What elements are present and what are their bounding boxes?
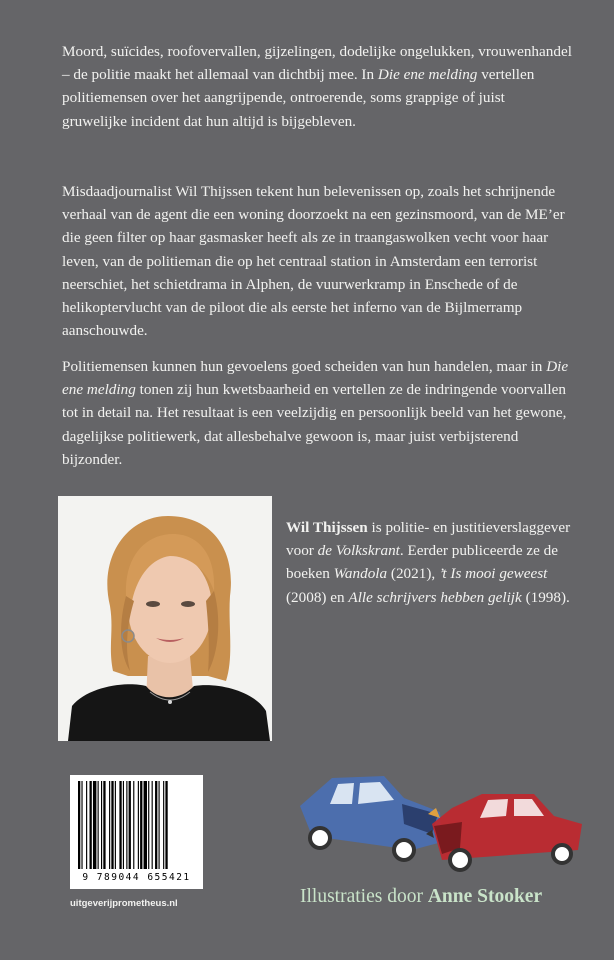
barcode-bar xyxy=(126,781,127,869)
barcode xyxy=(70,775,203,889)
illustrator-name: Anne Stooker xyxy=(427,886,543,907)
barcode-bar xyxy=(155,781,157,869)
barcode-bar xyxy=(140,781,142,869)
barcode-bar xyxy=(159,781,160,869)
barcode-bar xyxy=(133,781,134,869)
barcode-bar xyxy=(111,781,113,869)
blurb-text: Moord, suïcides, roofovervallen, gijzelingen, dodelijke ongelukken, vrouwenhandel – de politie maakt het allemaal van dichtbij mee. In xyxy=(62,43,572,84)
barcode-bar xyxy=(101,781,102,869)
bio-text: (2008) en xyxy=(286,588,349,606)
isbn-number: 9 789044 655421 xyxy=(82,872,191,883)
barcode-bar xyxy=(119,781,121,869)
book-title: Alle schrijvers hebben gelijk xyxy=(348,588,522,606)
barcode-bar xyxy=(165,781,167,869)
barcode-bar xyxy=(129,781,131,869)
barcode-bar xyxy=(90,781,92,869)
barcode-bar xyxy=(115,781,116,869)
barcode-bar xyxy=(163,781,164,869)
blurb-text: vertellen politiemensen over het aangrijpende, ontroerende, soms grappige of juist gruwelijke incident dat hun altijd is bijgebleven. xyxy=(62,66,535,130)
barcode-bar xyxy=(103,781,105,869)
barcode-bar xyxy=(81,781,82,869)
book-title-italic: Die ene melding xyxy=(62,358,569,399)
author-bio xyxy=(286,516,586,609)
blurb-paragraph-1 xyxy=(62,40,572,133)
blurb-text: tonen zij hun kwetsbaarheid en vertellen ze de indringende voorvallen tot in detail na. Het resultaat is een veelzijdig en persoonlijk beeld van het gewone, dagelijkse politiewerk, dat allesbehalve gewoon is, maar juist verbijsterend bijzonder. xyxy=(62,381,567,468)
book-title: Wandola xyxy=(333,565,388,583)
barcode-bar xyxy=(93,781,96,869)
book-title: ’t Is mooi geweest xyxy=(439,565,548,583)
blurb-paragraph-3 xyxy=(62,355,572,471)
newspaper-name: de Volkskrant xyxy=(317,542,400,560)
bio-text: (1998). xyxy=(521,588,570,606)
book-title-italic: Die ene melding xyxy=(377,66,478,84)
bio-text: (2021), xyxy=(387,565,439,583)
barcode-bar xyxy=(86,781,87,869)
barcode-bar xyxy=(98,781,99,869)
author-photo xyxy=(58,496,272,741)
blurb-paragraph-2: Misdaadjournalist Wil Thijssen tekent hun belevenissen op, zoals het schrijnende verhaal van de agent die een woning doorzoekt na een gezinsmoord, van de ME’er die geen filter op haar gasmasker heeft als ze in traangaswolken vecht voor haar leven, van de politieman die op het centraal station in Amsterdam een terrorist neerschiet, het schietdrama in Alphen, de vuurwerkramp in Enschede of de helikoptervlucht van de piloot die als eerste het inferno van de Bijlmerramp aanschouwde. xyxy=(62,183,565,340)
credit-prefix: Illustraties door xyxy=(300,886,428,907)
author-portrait-illustration xyxy=(58,496,272,741)
blurb-text: Politiemensen kunnen hun gevoelens goed scheiden van hun handelen, maar in xyxy=(62,358,547,375)
barcode-bar xyxy=(152,781,153,869)
barcode-bar xyxy=(138,781,139,869)
barcode-bar xyxy=(148,781,149,869)
barcode-bar xyxy=(123,781,124,869)
publisher-url: uitgeverijprometheus.nl xyxy=(70,898,178,909)
crashed-cars-illustration xyxy=(292,764,592,874)
barcode-bar xyxy=(109,781,110,869)
bio-text: . Eerder publiceerde ze de boeken xyxy=(286,542,558,583)
barcode-bar xyxy=(78,781,80,869)
barcode-bars xyxy=(76,781,197,871)
author-name: Wil Thijssen xyxy=(286,519,368,536)
illustration-credit xyxy=(300,886,542,908)
barcode-bar xyxy=(144,781,147,869)
bio-text: is politie- en justitieverslaggever voor xyxy=(286,519,571,560)
